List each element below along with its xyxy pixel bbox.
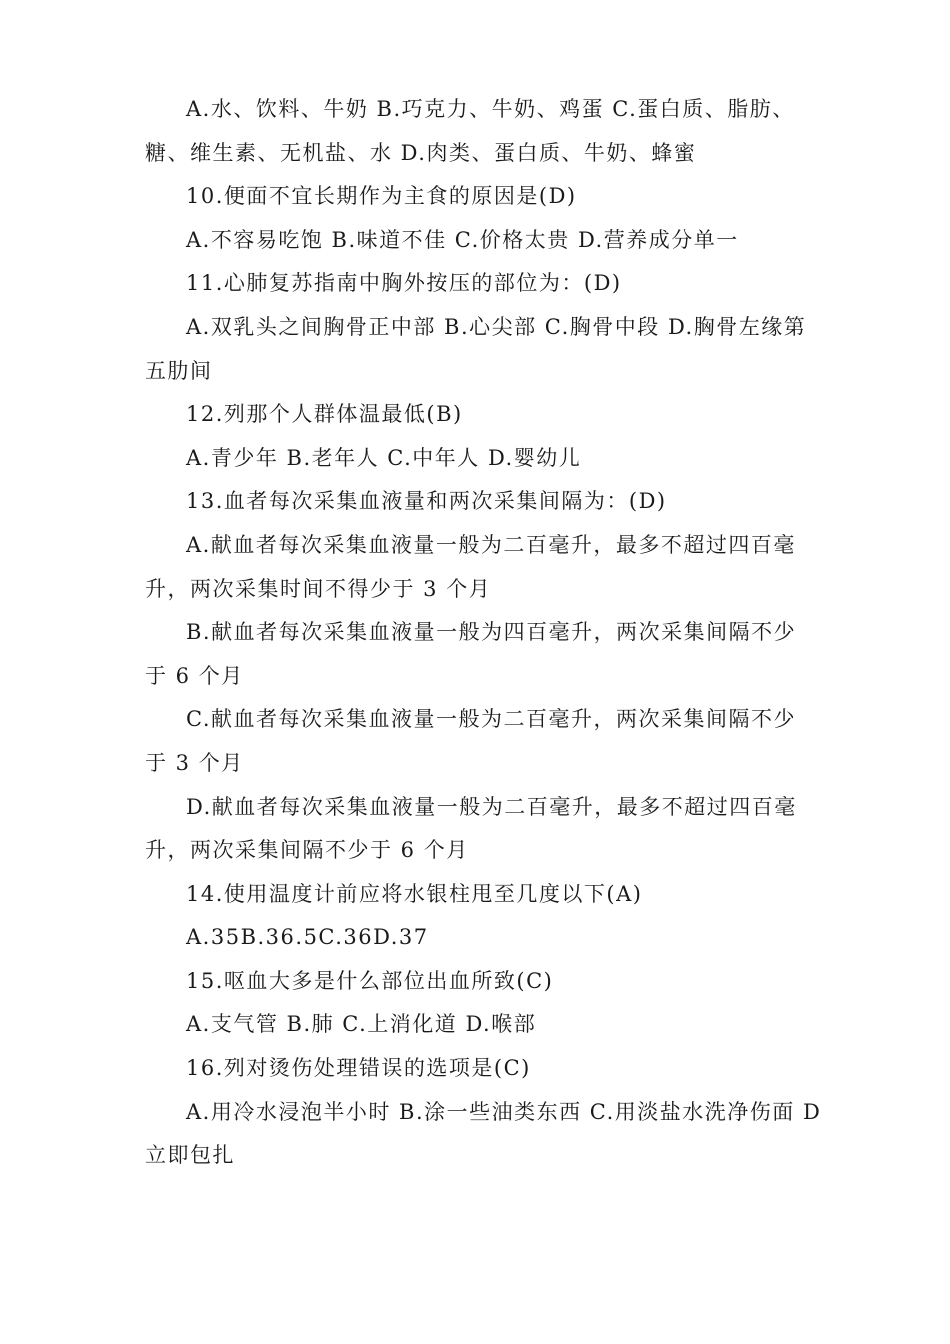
text-line: A.水、饮料、牛奶 B.巧克力、牛奶、鸡蛋 C.蛋白质、脂肪、 xyxy=(186,97,795,121)
text-line: A.35B.36.5C.36D.37 xyxy=(186,925,429,950)
text-line: A.献血者每次采集血液量一般为二百毫升，最多不超过四百毫 xyxy=(186,532,796,557)
text-line: 16.列对烫伤处理错误的选项是(C) xyxy=(186,1056,531,1081)
text-line: 13.血者每次采集血液量和两次采集间隔为：(D) xyxy=(186,489,667,514)
text-line: 糖、维生素、无机盐、水 D.肉类、蛋白质、牛奶、蜂蜜 xyxy=(145,140,697,165)
text-line: A.青少年 B.老年人 C.中年人 D.婴幼儿 xyxy=(186,445,582,470)
text-line: C.献血者每次采集血液量一般为二百毫升，两次采集间隔不少 xyxy=(186,707,796,732)
text-line: D.献血者每次采集血液量一般为二百毫升，最多不超过四百毫 xyxy=(186,794,797,819)
text-line: A.双乳头之间胸骨正中部 B.心尖部 C.胸骨中段 D.胸骨左缘第 xyxy=(186,314,807,339)
text-line: 升，两次采集间隔不少于 6 个月 xyxy=(145,838,469,863)
text-line: 升，两次采集时间不得少于 3 个月 xyxy=(145,576,492,601)
text-line: 14.使用温度计前应将水银柱甩至几度以下(A) xyxy=(186,881,643,906)
text-line: 11.心肺复苏指南中胸外按压的部位为：(D) xyxy=(186,271,622,296)
text-line: 10.便面不宜长期作为主食的原因是(D) xyxy=(186,184,577,209)
text-line: 立即包扎 xyxy=(145,1143,235,1168)
text-line: 12.列那个人群体温最低(B) xyxy=(186,402,463,427)
text-line: A.不容易吃饱 B.味道不佳 C.价格太贵 D.营养成分单一 xyxy=(186,227,739,252)
text-line: A.支气管 B.肺 C.上消化道 D.喉部 xyxy=(186,1012,537,1037)
text-line: A.用冷水浸泡半小时 B.涂一些油类东西 C.用淡盐水洗净伤面 D xyxy=(186,1099,822,1124)
text-line: 五肋间 xyxy=(145,358,213,383)
text-line: 15.呕血大多是什么部位出血所致(C) xyxy=(186,968,554,993)
text-line: B.献血者每次采集血液量一般为四百毫升，两次采集间隔不少 xyxy=(186,620,797,645)
text-line: 于 6 个月 xyxy=(145,663,244,688)
text-line: 于 3 个月 xyxy=(145,750,244,775)
document-page xyxy=(0,88,950,1178)
